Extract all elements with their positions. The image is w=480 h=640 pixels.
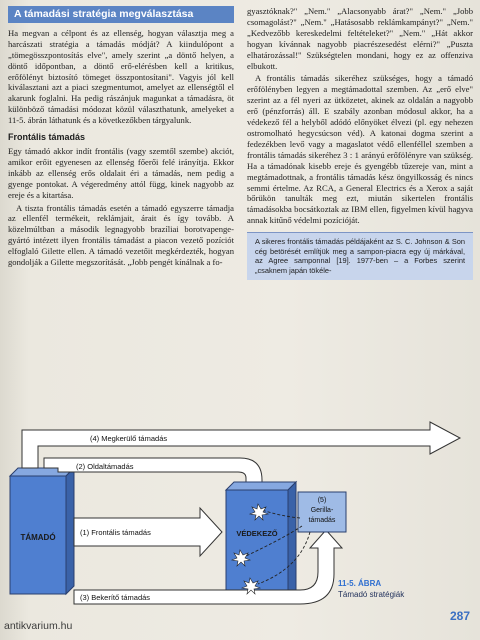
body-paragraph-1: Egy támadó akkor indít frontális (vagy szemtől szembe) akciót, amikor erőit egyenesen az ellenség főerői felé irányítja. Ekkor inkább az ellenség erős oldalait éri a támadás, nem pedig a gyenge pontokat. A végeredmény attól függ, kinek nagyobb az ereje és a kitartása. bbox=[8, 145, 234, 200]
label-bekerito: (3) Bekerítő támadás bbox=[80, 593, 151, 602]
watermark: antikvarium.hu bbox=[4, 620, 73, 632]
example-sidebox: A sikeres frontális támadás példájaként az S. C. Johnson & Son cég betörését említjük meg a sampon-piacra egy új márkával, az Agree samponnal [19]. 1977-ben – a Forbes szerint „csaknem japán tökéle- bbox=[247, 232, 473, 279]
right-paragraph-1: gyasztóknak?" „Nem." „Alacsonyabb árat?" „Nem." „Jobb csomagolást?" „Nem." „Hatásosabb reklámkampányt?" „Nem." „Kedvezőbb kereskedelmi feltételeket?" „Nem." „Hát akkor hogyan kívánnak nagyobb piacrészesedést elérni?" „Puszta elhatározással!" Szükségtelen mondani, hogy ez az offenziva elbukott. bbox=[247, 6, 473, 71]
subheading-frontalis: Frontális támadás bbox=[8, 132, 86, 143]
attack-strategies-diagram bbox=[0, 408, 480, 618]
figure-title: Támadó stratégiák bbox=[338, 590, 405, 599]
guerrilla-label-number: (5) bbox=[317, 497, 327, 504]
defender-box bbox=[226, 482, 296, 598]
guerrilla-label-line1: Gerilla- bbox=[310, 507, 334, 514]
defender-label: VÉDEKEZŐ bbox=[236, 529, 278, 538]
intro-paragraph: Ha megvan a célpont és az ellenség, hogyan választja meg a harcászati stratégia a támadás módját? A kiindulópont a „tömegösszpontosítás elve", amely szerint „a döntő helyen, a döntő időpontban, a döntő erő-elérésben kell a kritikus, erőfölényt biztosító tömeget összpontosítani". Vagyis jól kell kiválasztani azt a piaci szegmentumot, amelyet az ellenségtől el akarunk foglalni. Ha pedig rászánjuk magunkat a támadásra, öt különböző támadási módozat közül választhatunk, amelyeket a 11-5. ábrán láthatunk és a következőkben tárgyalunk. bbox=[8, 27, 234, 126]
page-number: 287 bbox=[449, 609, 470, 623]
guerrilla-label-line2: támadás bbox=[308, 517, 336, 524]
label-megkerulo: (4) Megkerülő támadás bbox=[90, 434, 168, 443]
label-oldal: (2) Oldaltámadás bbox=[76, 462, 134, 471]
body-paragraph-2: A tiszta frontális támadás esetén a támadó egyszerre támadja az ellenfél termékeit, reklámjait, árait és így tovább. A közelmúltban a második legnagyobb brazíliai borotvapenge-gyártó intézett ilyen frontális támadást a piacon vezető pozíciót elfoglaló Gilette ellen. A támadó vezetőit megkérdezték, hogyan gondolják a Gilette megszorítását. „Jobb pengét kínálnak a fo- bbox=[8, 202, 234, 268]
left-column bbox=[8, 6, 234, 270]
right-paragraph-2: A frontális támadás sikeréhez szükséges, hogy a támadó erőfölényben legyen a megtámadottal szemben. Az „erő elve" szerint az a fél nyeri az ütközetet, akinek az oldalán a nagyobb erő (pénzforrás) áll. E szabály azonban módosul akkor, ha a védekező fél a helyből adódó előnyöket élvezi (pl. egy nehezen ostromolható hegycsúcson véd). A katonai dogma szerint a fedezékben levő vagy a magaslatot védő ellenféllel szemben a frontális támadás sikeréhez 3 : 1 arányú erőfölényre van szükség. Ha a támadónak kisebb ereje és gyengébb tűzereje van, mint a megtámadottnak, a frontális támadás kész öngyilkosság és nincs semmi értelme. Az RCA, a General Electrics és a Xerox a saját bőrükön tanulták meg ezt, miután sikertelen frontális támadásokba bocsátkoztak az IBM ellen, figyelmen kívül hagyva annak kitűnő védelmi pozícióját. bbox=[247, 73, 473, 226]
attacker-label: TÁMADÓ bbox=[20, 533, 56, 542]
section-title: A támadási stratégia megválasztása bbox=[8, 6, 234, 23]
right-column bbox=[247, 6, 473, 280]
label-frontalis: (1) Frontális támadás bbox=[80, 528, 151, 537]
attacker-box bbox=[10, 468, 74, 594]
figure-number: 11-5. ÁBRA bbox=[338, 579, 382, 588]
